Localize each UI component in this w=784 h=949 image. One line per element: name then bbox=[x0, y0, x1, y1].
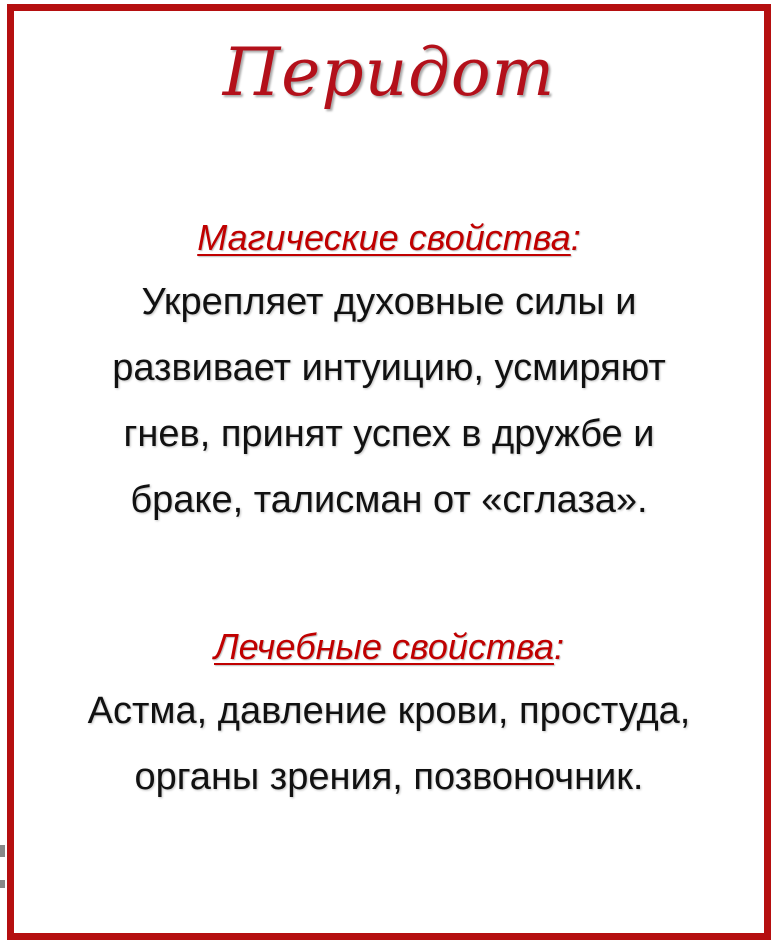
slide-frame bbox=[7, 4, 771, 940]
left-edge-mark bbox=[0, 845, 5, 857]
healing-heading bbox=[14, 625, 764, 669]
healing-line: Астма, давление крови, простуда, bbox=[87, 690, 691, 732]
magic-heading-colon: : bbox=[570, 217, 581, 258]
magic-description bbox=[14, 269, 764, 533]
magic-heading bbox=[14, 216, 764, 260]
magic-heading-label: Магические свойства bbox=[197, 217, 571, 258]
magic-line: развивает интуицию, усмиряют bbox=[112, 347, 666, 389]
healing-description bbox=[14, 678, 764, 810]
healing-heading-colon: : bbox=[553, 626, 564, 667]
magic-line: Укрепляет духовные силы и bbox=[141, 281, 637, 323]
magic-line: браке, талисман от «сглаза». bbox=[130, 479, 648, 521]
healing-heading-label: Лечебные свойства bbox=[214, 626, 554, 667]
page-title: Перидот bbox=[222, 34, 556, 111]
left-edge-mark bbox=[0, 880, 5, 888]
magic-line: гнев, принят успех в дружбе и bbox=[123, 413, 655, 455]
healing-line: органы зрения, позвоночник. bbox=[134, 756, 644, 798]
